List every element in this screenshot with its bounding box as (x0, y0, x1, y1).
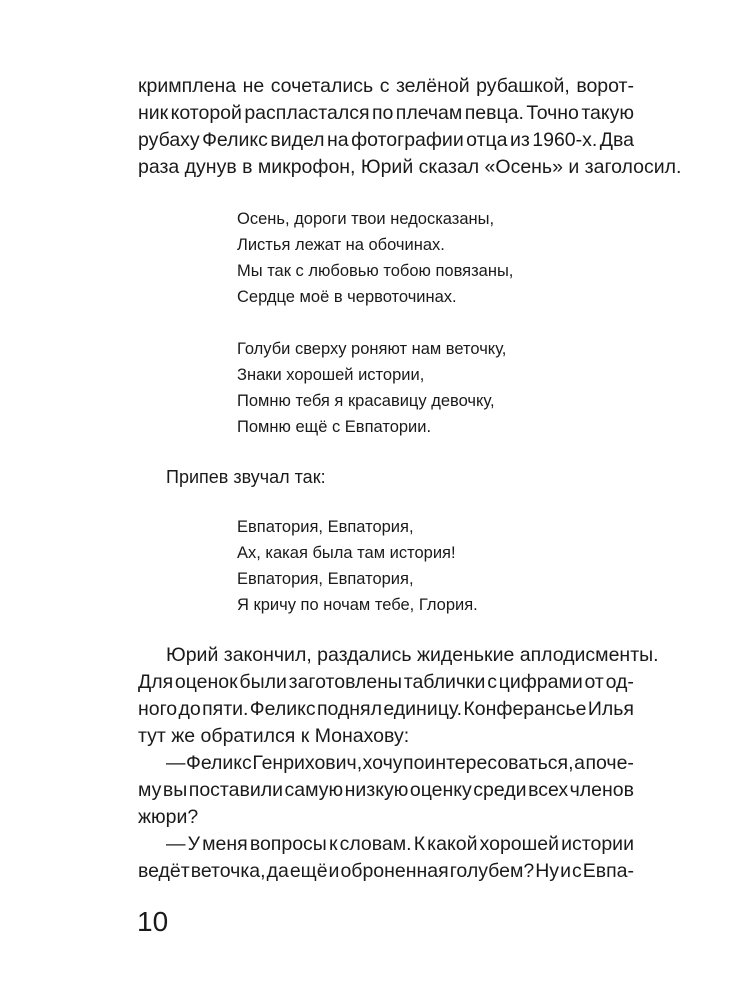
word: среди (473, 779, 527, 801)
word: 1960-х. (532, 129, 598, 151)
word: хорошей (479, 833, 560, 855)
word: заготовлены (288, 671, 402, 693)
word: ворот- (576, 75, 634, 97)
word: были (239, 671, 287, 693)
verse-stanza-2 (237, 336, 506, 440)
word: зелёной (395, 75, 470, 97)
word: такую (581, 102, 634, 124)
word: Евпа- (582, 860, 634, 882)
word: Феликс (186, 752, 252, 774)
word: членов (569, 779, 634, 801)
word: фотографии (351, 129, 464, 151)
verse-line: Помню ещё с Евпатории. (237, 418, 432, 436)
word: видел (270, 129, 325, 151)
word: поинтересоваться, (403, 752, 574, 774)
word: пяти. (202, 698, 249, 720)
word: голубем? (449, 860, 535, 882)
prose-line (138, 750, 634, 777)
word: по (371, 102, 394, 124)
word: плечам (395, 102, 463, 124)
word: какой (427, 833, 478, 855)
word: поднял (316, 698, 382, 720)
word: — (166, 752, 186, 774)
word: Два (599, 129, 634, 151)
word: от (584, 671, 604, 693)
verse-line: Помню тебя я красавицу девочку, (237, 392, 495, 410)
word: всех (528, 779, 569, 801)
word: — (166, 833, 186, 855)
word: Для (138, 671, 174, 693)
word: хочу (362, 752, 403, 774)
word: вы (162, 779, 188, 801)
word: певца. (464, 102, 524, 124)
word: Точно (526, 102, 579, 124)
prose-line (138, 858, 634, 885)
verse-line: Ах, какая была там история! (237, 544, 456, 562)
verse-line: Мы так с любовью тобою повязаны, (237, 262, 514, 280)
word: таблички (403, 671, 486, 693)
word: из (509, 129, 530, 151)
prose-line: жюри? (138, 806, 199, 828)
word: до (178, 698, 201, 720)
prose-line (138, 127, 634, 154)
word: и (560, 860, 571, 882)
chorus-intro: Припев звучал так: (166, 467, 326, 487)
word: истории (561, 833, 634, 855)
verse-line: Евпатория, Евпатория, (237, 518, 414, 536)
verse-line: Я кричу по ночам тебе, Глория. (237, 596, 478, 614)
word: да (266, 860, 289, 882)
word: словам. (339, 833, 412, 855)
word: оброненная (340, 860, 449, 882)
word: низкую (344, 779, 409, 801)
word: не (242, 75, 265, 97)
word: Конферансье (463, 698, 587, 720)
word: ного (138, 698, 178, 720)
prose-line (138, 100, 634, 127)
word: оценку (409, 779, 472, 801)
word: единицу. (383, 698, 463, 720)
word: од- (605, 671, 634, 693)
word: и (328, 860, 340, 882)
verse-chorus (237, 514, 478, 618)
word: с (379, 75, 390, 97)
word: Ну (535, 860, 560, 882)
verse-line: Знаки хорошей истории, (237, 366, 425, 384)
word: Генрихович, (252, 752, 363, 774)
word: сочетались (270, 75, 374, 97)
word: ник (138, 102, 169, 124)
word: с (487, 671, 497, 693)
prose-line: Юрий закончил, раздались жиденькие аплодисменты. (166, 644, 659, 666)
word: поставили (188, 779, 283, 801)
word: Феликс (202, 129, 268, 151)
verse-stanza-1 (237, 206, 513, 310)
word: ещё (289, 860, 328, 882)
word: отца (466, 129, 508, 151)
prose-line (138, 73, 634, 100)
prose-line: раза дунув в микрофон, Юрий сказал «Осень» и заголосил. (138, 156, 682, 178)
word: самую (284, 779, 344, 801)
verse-line: Осень, дороги твои недосказаны, (237, 210, 495, 228)
word: му (138, 779, 162, 801)
word: а (574, 752, 585, 774)
page-number: 10 (137, 906, 169, 937)
prose-line (138, 669, 634, 696)
word: У (187, 833, 200, 855)
word: рубашкой, (476, 75, 570, 97)
prose-line (138, 777, 634, 804)
word: на (327, 129, 349, 151)
word: с (571, 860, 582, 882)
word: кримплена (138, 75, 237, 97)
word: К (413, 833, 426, 855)
prose-top (138, 73, 682, 181)
word: распластался (244, 102, 370, 124)
prose-line (138, 831, 634, 858)
word: рубаху (138, 129, 200, 151)
prose-bottom (138, 642, 659, 885)
word: которой (170, 102, 242, 124)
word: цифрами (498, 671, 583, 693)
prose-line (138, 696, 634, 723)
verse-line: Евпатория, Евпатория, (237, 570, 414, 588)
word: Илья (587, 698, 634, 720)
verse-line: Листья лежат на обочинах. (237, 236, 445, 254)
word: поче- (585, 752, 634, 774)
word: ведёт (138, 860, 190, 882)
verse-line: Сердце моё в червоточинах. (237, 288, 457, 306)
word: веточка, (190, 860, 266, 882)
word: вопросы (249, 833, 327, 855)
word: оценок (174, 671, 238, 693)
word: Феликс (249, 698, 316, 720)
word: к (328, 833, 338, 855)
verse-line: Голуби сверху роняют нам веточку, (237, 340, 507, 358)
word: меня (202, 833, 248, 855)
prose-line: тут же обратился к Монахову: (138, 725, 410, 747)
